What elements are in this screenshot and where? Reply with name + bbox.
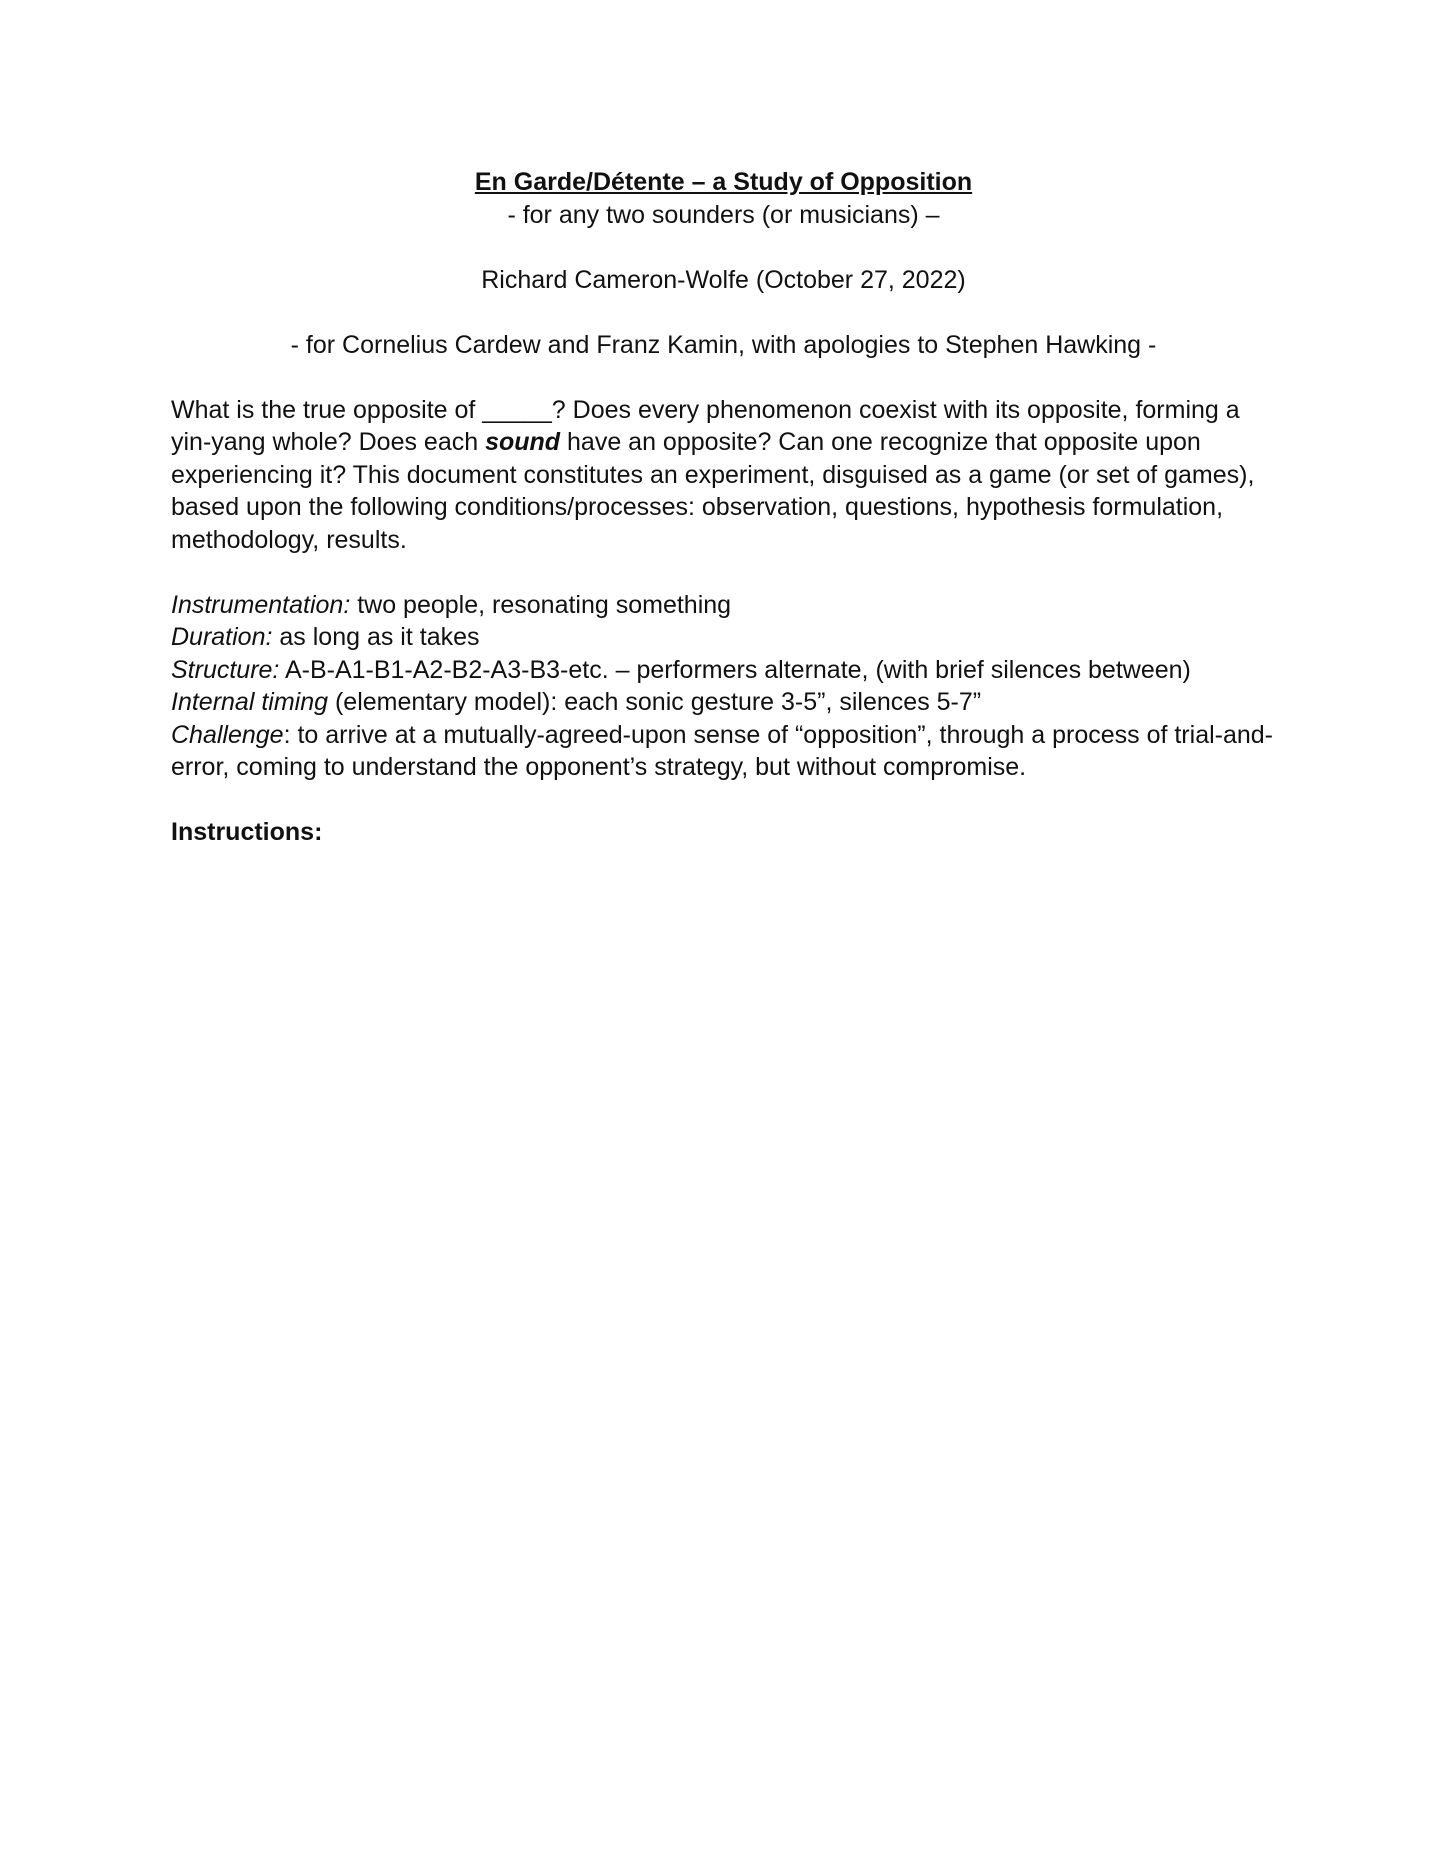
parameter-label: Structure:	[171, 655, 280, 684]
dedication-line: - for Cornelius Cardew and Franz Kamin, with apologies to Stephen Hawking -	[290, 330, 1157, 359]
parameter-label: Instrumentation:	[171, 590, 351, 619]
spacer	[171, 296, 1276, 329]
spacer	[171, 361, 1276, 394]
parameter-text: two people, resonating something	[350, 590, 732, 619]
parameter-label: Internal timing	[171, 688, 329, 716]
parameter-internal-timing	[171, 686, 1276, 719]
parameter-text: A-B-A1-B1-A2-B2-A3-B3-etc. – performers alternate, (with brief silences between)	[279, 655, 1191, 684]
document-body	[171, 166, 1276, 849]
parameter-text: : to arrive at a mutually-agreed-upon sense of “opposition”, through a process of trial-and-error, coming to understand the opponent’s strategy, but without compromise.	[171, 720, 1274, 781]
parameter-instrumentation	[171, 589, 1276, 622]
parameter-structure	[171, 654, 1276, 687]
spacer	[171, 784, 1276, 817]
instructions-heading: Instructions:	[171, 818, 323, 846]
parameter-text: as long as it takes	[272, 623, 480, 651]
spacer	[171, 231, 1276, 264]
intro-paragraph	[171, 394, 1276, 557]
intro-emphasis: sound	[485, 428, 561, 456]
parameters-list	[171, 589, 1276, 784]
document-subtitle: - for any two sounders (or musicians) –	[507, 200, 940, 229]
intro-text-part1: What is the true opposite of _____? Does every phenomenon coexist with its opposite, forming a yin-yang whole? Does each	[171, 395, 1240, 456]
intro-text	[171, 394, 1276, 557]
document-title: En Garde/Détente – a Study of Opposition	[474, 168, 973, 196]
spacer	[171, 556, 1276, 589]
intro-text-part2: have an opposite? Can one recognize that opposite upon experiencing it? This document constitutes an experiment, disguised as a game (or set of games), based upon the following conditions/processes: observation, questions, hypothesis formulation, methodology, results.	[171, 428, 1255, 554]
parameter-duration	[171, 621, 1276, 654]
author-line: Richard Cameron-Wolfe (October 27, 2022)	[481, 265, 966, 294]
parameter-label: Duration:	[171, 623, 273, 651]
parameter-label: Challenge	[171, 720, 284, 749]
parameter-challenge	[171, 719, 1276, 784]
parameter-text: (elementary model): each sonic gesture 3-5”, silences 5-7”	[328, 688, 982, 716]
